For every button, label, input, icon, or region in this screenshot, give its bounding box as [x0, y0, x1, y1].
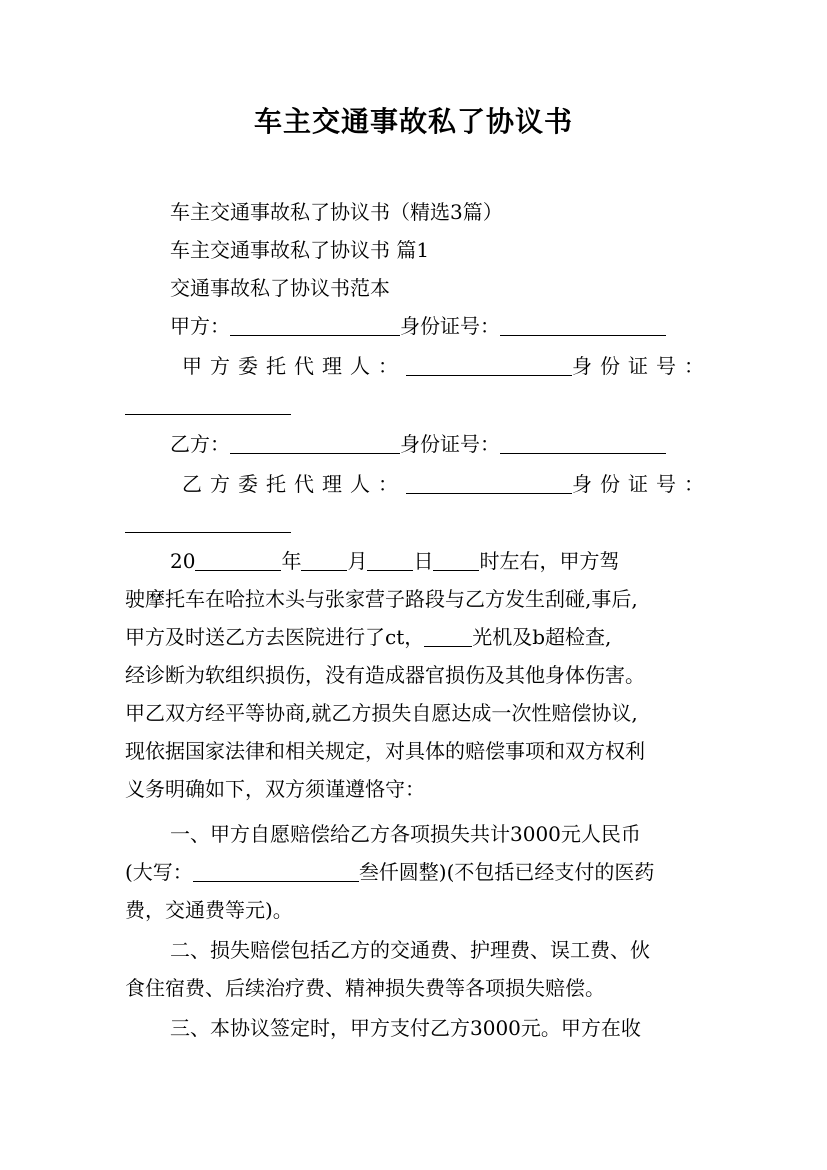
party-a-agent-id-row: [125, 390, 291, 420]
party-b-blank: [230, 431, 400, 454]
paragraph-line: 经诊断为软组织损伤，没有造成器官损伤及其他身体伤害。: [125, 663, 645, 687]
document-title: 车主交通事故私了协议书: [253, 105, 573, 138]
party-a-agent-blank: [406, 353, 572, 376]
paragraph-line: 甲乙双方经平等协商,就乙方损失自愿达成一次性赔偿协议,: [125, 701, 638, 725]
paragraph-line: 驶摩托车在哈拉木头与张家营子路段与乙方发生刮碰,事后,: [125, 587, 638, 611]
party-b-agent-id-row: [125, 508, 291, 538]
paragraph-text: 甲方及时送乙方去医院进行了ct，: [125, 625, 425, 649]
date-tail: 时左右，甲方驾: [479, 549, 620, 573]
xray-blank: [424, 624, 472, 647]
party-b-label: 乙方：: [170, 432, 230, 456]
year-blank: [195, 548, 281, 571]
paragraph-line: [125, 622, 611, 652]
party-b-agent-id-label: 身份证号：: [572, 472, 712, 496]
party-b-id-blank: [500, 431, 666, 454]
party-a-agent-row: [182, 351, 712, 381]
party-b-agent-id-blank: [125, 510, 291, 533]
party-a-id-label: 身份证号：: [400, 314, 500, 338]
party-b-id-label: 身份证号：: [400, 432, 500, 456]
paragraph-line: 义务明确如下，双方须谨遵恪守：: [125, 777, 425, 801]
clause-3-line: 三、本协议签定时，甲方支付乙方3000元。甲方在收: [170, 1016, 641, 1040]
clause-1-line: [125, 857, 654, 887]
party-a-agent-label: 甲方委托代理人：: [182, 354, 406, 378]
clause-2-line: 二、损失赔偿包括乙方的交通费、护理费、误工费、伙: [170, 938, 650, 962]
intro-line-2: 车主交通事故私了协议书 篇1: [170, 238, 430, 262]
party-b-agent-label: 乙方委托代理人：: [182, 472, 406, 496]
party-a-row: [170, 311, 666, 341]
clause-1-line: 一、甲方自愿赔偿给乙方各项损失共计3000元人民币: [170, 822, 641, 846]
paragraph-line: [170, 546, 619, 576]
day-label: 日: [413, 549, 434, 573]
clause-1-line: 费，交通费等元)。: [125, 898, 293, 922]
party-b-agent-blank: [406, 471, 572, 494]
clause-text: 叁仟圆整)(不包括已经支付的医药: [358, 860, 655, 884]
intro-line-3: 交通事故私了协议书范本: [170, 276, 390, 300]
clause-2-line: 食住宿费、后续治疗费、精神损失费等各项损失赔偿。: [125, 976, 605, 1000]
paragraph-text: 光机及b超检查,: [472, 625, 612, 649]
party-a-id-blank: [500, 313, 666, 336]
party-a-agent-id-label: 身份证号：: [572, 354, 712, 378]
date-prefix: 20: [170, 549, 196, 573]
intro-line-1: 车主交通事故私了协议书（精选3篇）: [170, 200, 503, 224]
party-a-blank: [230, 313, 400, 336]
party-a-agent-id-blank: [125, 392, 291, 415]
party-a-label: 甲方：: [170, 314, 230, 338]
month-blank: [301, 548, 347, 571]
paragraph-line: 现依据国家法律和相关规定，对具体的赔偿事项和双方权利: [125, 739, 645, 763]
party-b-agent-row: [182, 469, 712, 499]
hour-blank: [433, 548, 479, 571]
party-b-row: [170, 429, 666, 459]
month-label: 月: [347, 549, 368, 573]
year-label: 年: [281, 549, 302, 573]
day-blank: [367, 548, 413, 571]
clause-text: (大写：: [125, 860, 193, 884]
amount-uppercase-blank: [193, 859, 359, 882]
